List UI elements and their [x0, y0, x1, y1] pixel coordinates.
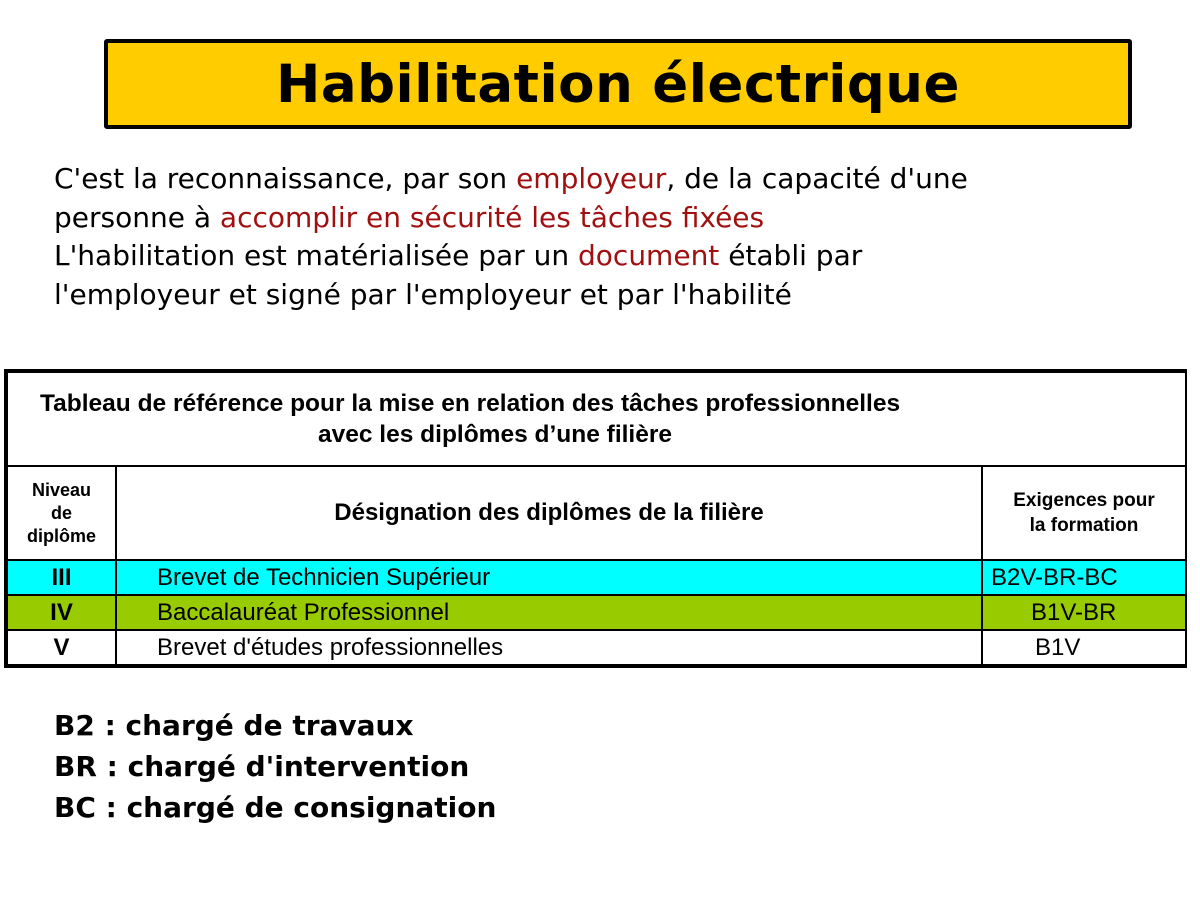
diploma-cell: Baccalauréat Professionnel: [116, 595, 982, 630]
header-level: [6, 466, 116, 560]
legend-item: BC : chargé de consignation: [54, 791, 497, 824]
highlight-document: document: [578, 239, 720, 272]
table-row: [6, 560, 1186, 595]
header-level-line: Niveau: [31, 479, 92, 500]
diploma-cell: Brevet de Technicien Supérieur: [116, 560, 982, 595]
intro-line: [54, 237, 1174, 276]
page-title: Habilitation électrique: [276, 53, 960, 115]
table-caption-line1: Tableau de référence pour la mise en relation des tâches professionnelles: [40, 390, 901, 417]
highlight-employeur: employeur: [516, 162, 667, 195]
legend-item: B2 : chargé de travaux: [54, 709, 414, 742]
requirement-cell: B1V-BR: [982, 595, 1186, 630]
table-header-row: [6, 466, 1186, 560]
table-row: [6, 630, 1186, 666]
intro-text: personne à: [54, 200, 220, 234]
header-level-line: de: [50, 502, 72, 523]
intro-text: , de la capacité d'une: [666, 162, 968, 195]
diploma-cell: Brevet d'études professionnelles: [116, 630, 982, 666]
legend-item: BR : chargé d'intervention: [54, 750, 470, 783]
intro-text: établi par: [719, 239, 863, 272]
requirement-cell: B1V: [982, 630, 1186, 666]
table-caption-row: [6, 371, 1186, 466]
header-level-line: diplôme: [26, 525, 96, 546]
level-cell: III: [6, 560, 116, 595]
header-designation: Désignation des diplômes de la filière: [116, 466, 982, 560]
table-caption-line2: avec les diplômes d’une filière: [318, 421, 673, 448]
intro-line: [54, 199, 1174, 238]
intro-text: C'est la reconnaissance, par son: [54, 162, 517, 195]
requirement-cell: B2V-BR-BC: [982, 560, 1186, 595]
highlight-securite: accomplir en sécurité les tâches fixées: [219, 200, 765, 234]
intro-text: L'habilitation est matérialisée par un: [54, 239, 579, 272]
level-cell: V: [6, 630, 116, 666]
title-banner: [104, 39, 1132, 129]
header-req-line: la formation: [1029, 515, 1139, 536]
legend-list: [54, 705, 496, 828]
header-requirements: [982, 466, 1186, 560]
table-row: [6, 595, 1186, 630]
header-req-line: Exigences pour: [1013, 490, 1155, 511]
level-cell: IV: [6, 595, 116, 630]
intro-line: l'employeur et signé par l'employeur et par l'habilité: [54, 277, 792, 311]
intro-paragraph: [54, 160, 1174, 314]
intro-line: [54, 160, 1174, 199]
reference-table: [4, 369, 1187, 668]
table-caption: [6, 371, 1186, 466]
